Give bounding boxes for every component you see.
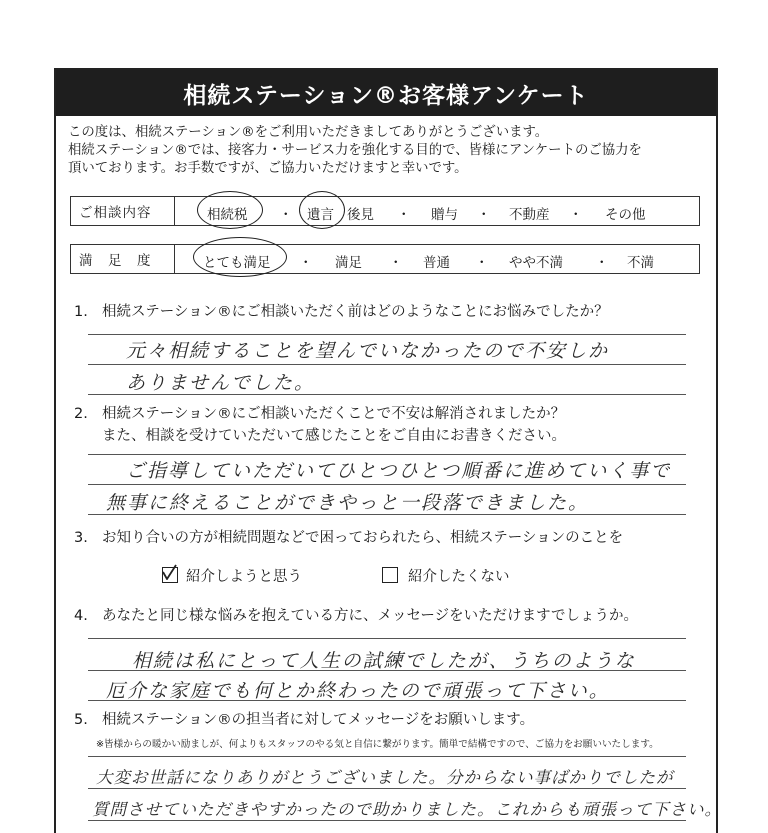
question-text: 相続ステーション®にご相談いただくことで不安は解消されましたか？ (102, 406, 566, 422)
satisfaction-option-neutral[interactable]: 普通 (423, 255, 450, 271)
answer-line (88, 638, 686, 639)
consult-row (70, 196, 700, 226)
answer-line (88, 364, 686, 365)
intro-text (68, 124, 708, 178)
answer-4-line-1[interactable]: 相続は私にとって人生の試練でしたが、うちのような (132, 650, 636, 672)
question-5 (74, 710, 534, 730)
answer-line (88, 820, 686, 821)
consult-label: ご相談内容 (71, 197, 175, 225)
answer-4-line-2[interactable]: 厄介な家庭でも何とか終わったので頑張って下さい。 (106, 680, 610, 702)
answer-line (88, 484, 686, 485)
intro-line-3: 頂いております。お手数ですが、ご協力いただけますと幸いです。 (68, 161, 468, 176)
question-2 (74, 404, 565, 424)
refer-yes-label: 紹介しようと思う (186, 569, 302, 585)
question-text: 相続ステーション®にご相談いただく前はどのようなことにお悩みでしたか？ (102, 304, 609, 320)
separator-dot: ・ (595, 255, 609, 271)
separator-dot: ・ (569, 207, 583, 223)
consult-option-will[interactable]: 遺言 (307, 207, 334, 223)
answer-line (88, 756, 686, 757)
answer-line (88, 454, 686, 455)
question-text: 相続ステーション®の担当者に対してメッセージをお願いします。 (102, 712, 535, 728)
question-5-note: ※皆様からの暖かい励ましが、何よりもスタッフのやる気と自信に繋がります。簡単で結構ですので、ご協力をお願いいたします。 (96, 739, 659, 750)
intro-line-2: 相続ステーション®では、接客力・サービス力を強化する目的で、皆様にアンケートのご協力を (68, 143, 642, 158)
answer-line (88, 788, 686, 789)
answer-line (88, 700, 686, 701)
survey-sheet (54, 68, 722, 833)
question-1 (74, 302, 609, 322)
answer-line (88, 670, 686, 671)
question-4 (74, 606, 638, 626)
question-number: 5. (74, 712, 88, 728)
selection-circle (193, 237, 287, 277)
question-number: 1. (74, 304, 88, 320)
separator-dot: ・ (389, 255, 403, 271)
question-text: お知り合いの方が相続問題などで困っておられたら、相続ステーションのことを (102, 530, 624, 546)
separator-dot: ・ (397, 207, 411, 223)
answer-1-line-2[interactable]: ありませんでした。 (126, 372, 316, 394)
answer-5-line-1[interactable]: 大変お世話になりありがとうございました。分からない事ばかりでしたが (96, 768, 674, 787)
separator-dot: ・ (299, 255, 313, 271)
answer-2-line-2[interactable]: 無事に終えることができやっと一段落できました。 (106, 492, 590, 514)
answer-line (88, 334, 686, 335)
question-2-sub: また、相談を受けていただいて感じたことをご自由にお書きください。 (102, 428, 566, 444)
consult-option-gift[interactable]: 贈与 (431, 207, 458, 223)
satisfaction-row (70, 244, 700, 274)
survey-title: 相続ステーション®お客様アンケート (56, 70, 716, 116)
satisfaction-option-very-satisfied[interactable]: とても満足 (203, 255, 271, 271)
answer-line (88, 514, 686, 515)
consult-option-other[interactable]: その他 (605, 207, 646, 223)
answer-5-line-2[interactable]: 質問させていただきやすかったので助かりました。これからも頑張って下さい。 (92, 800, 722, 819)
consult-option-real-estate[interactable]: 不動産 (509, 207, 550, 223)
satisfaction-option-somewhat-dissatisfied[interactable]: やや不満 (509, 255, 563, 271)
consult-option-inheritance-tax[interactable]: 相続税 (207, 207, 248, 223)
question-number: 2. (74, 406, 88, 422)
checkmark-icon (161, 564, 177, 580)
satisfaction-options (175, 245, 699, 273)
question-number: 4. (74, 608, 88, 624)
consult-options (175, 197, 699, 225)
satisfaction-option-satisfied[interactable]: 満足 (335, 255, 362, 271)
answer-1-line-1[interactable]: 元々相続することを望んでいなかったので不安しか (126, 340, 610, 362)
answer-2-line-1[interactable]: ご指導していただいてひとつひとつ順番に進めていく事で (126, 460, 672, 482)
separator-dot: ・ (279, 207, 293, 223)
refer-no-label: 紹介したくない (408, 569, 510, 585)
consult-option-guardianship[interactable]: 後見 (347, 207, 374, 223)
selection-circle (197, 191, 263, 229)
separator-dot: ・ (475, 255, 489, 271)
refer-yes-checkbox[interactable] (162, 567, 178, 583)
answer-line (88, 394, 686, 395)
question-text: あなたと同じ様な悩みを抱えている方に、メッセージをいただけますでしょうか。 (102, 608, 639, 624)
intro-line-1: この度は、相続ステーション®をご利用いただきましてありがとうございます。 (68, 125, 549, 140)
satisfaction-label: 満 足 度 (71, 245, 175, 273)
separator-dot: ・ (477, 207, 491, 223)
satisfaction-option-dissatisfied[interactable]: 不満 (627, 255, 654, 271)
question-number: 3. (74, 530, 88, 546)
question-3 (74, 528, 623, 548)
selection-circle (299, 191, 345, 229)
refer-no-checkbox[interactable] (382, 567, 398, 583)
